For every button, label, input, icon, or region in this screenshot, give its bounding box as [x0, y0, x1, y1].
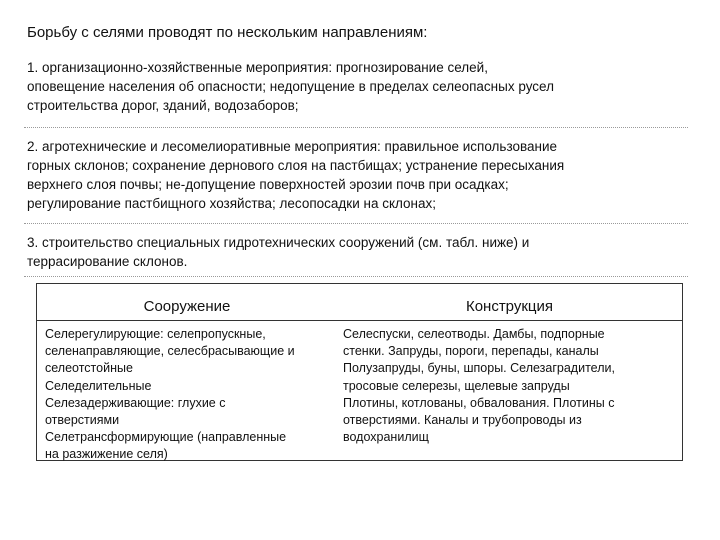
paragraph-hydrotechnical [27, 233, 687, 271]
structures-table [36, 283, 683, 461]
divider [24, 223, 688, 224]
cell-line: на разжижение селя) [45, 447, 168, 462]
cell-line: Селезадерживающие: глухие с [45, 395, 226, 410]
table-header-construction: Конструкция [465, 298, 554, 315]
cell-line: селеотстойные [45, 361, 133, 376]
cell-line: Селерегулирующие: селепропускные, [45, 327, 266, 341]
cell-line: Полузапруды, буны, шпоры. Селезаградители, [343, 361, 615, 376]
cell-line: отверстиями [45, 413, 120, 428]
text-line: регулирование пастбищного хозяйства; лесопосадки на склонах; [27, 196, 437, 211]
paragraph-organizational [27, 58, 687, 115]
table-header-structure: Сооружение [143, 298, 231, 315]
cell-line: Селеспуски, селеотводы. Дамбы, подпорные [343, 327, 605, 341]
text-line: 3. строительство специальных гидротехнических сооружений (см. табл. ниже) и [27, 235, 530, 250]
cell-line: тросовые селерезы, щелевые запруды [343, 378, 570, 393]
text-line: оповещение населения об опасности; недопущение в пределах селеопасных русел [27, 79, 554, 94]
table-header-divider [37, 320, 682, 321]
cell-line: отверстиями. Каналы и трубопроводы из [343, 413, 582, 428]
table-cell-structures [45, 326, 335, 464]
divider [24, 276, 688, 277]
table-cell-constructions [343, 326, 673, 446]
cell-line: водохранилищ [343, 430, 429, 445]
text-line: террасирование склонов. [27, 254, 188, 269]
cell-line: селенаправляющие, селесбрасывающие и [45, 344, 295, 359]
cell-line: Селетрансформирующие (направленные [45, 430, 287, 445]
cell-line: Селеделительные [45, 378, 152, 393]
text-line: верхнего слоя почвы; не-допущение поверхностей эрозии почв при осадках; [27, 177, 509, 192]
text-line: 2. агротехнические и лесомелиоративные мероприятия: правильное использование [27, 139, 558, 154]
cell-line: Плотины, котлованы, обвалования. Плотины с [343, 395, 615, 410]
text-line: строительства дорог, зданий, водозаборов; [27, 98, 299, 113]
text-line: горных склонов; сохранение дернового слоя на пастбищах; устранение пересыхания [27, 158, 565, 173]
text-line: 1. организационно-хозяйственные мероприятия: прогнозирование селей, [27, 60, 488, 75]
paragraph-agrotechnical [27, 137, 687, 213]
page-title: Борьбу с селями проводят по нескольким направлениям: [27, 24, 428, 41]
cell-line: стенки. Запруды, пороги, перепады, каналы [343, 344, 599, 359]
divider [24, 127, 688, 128]
